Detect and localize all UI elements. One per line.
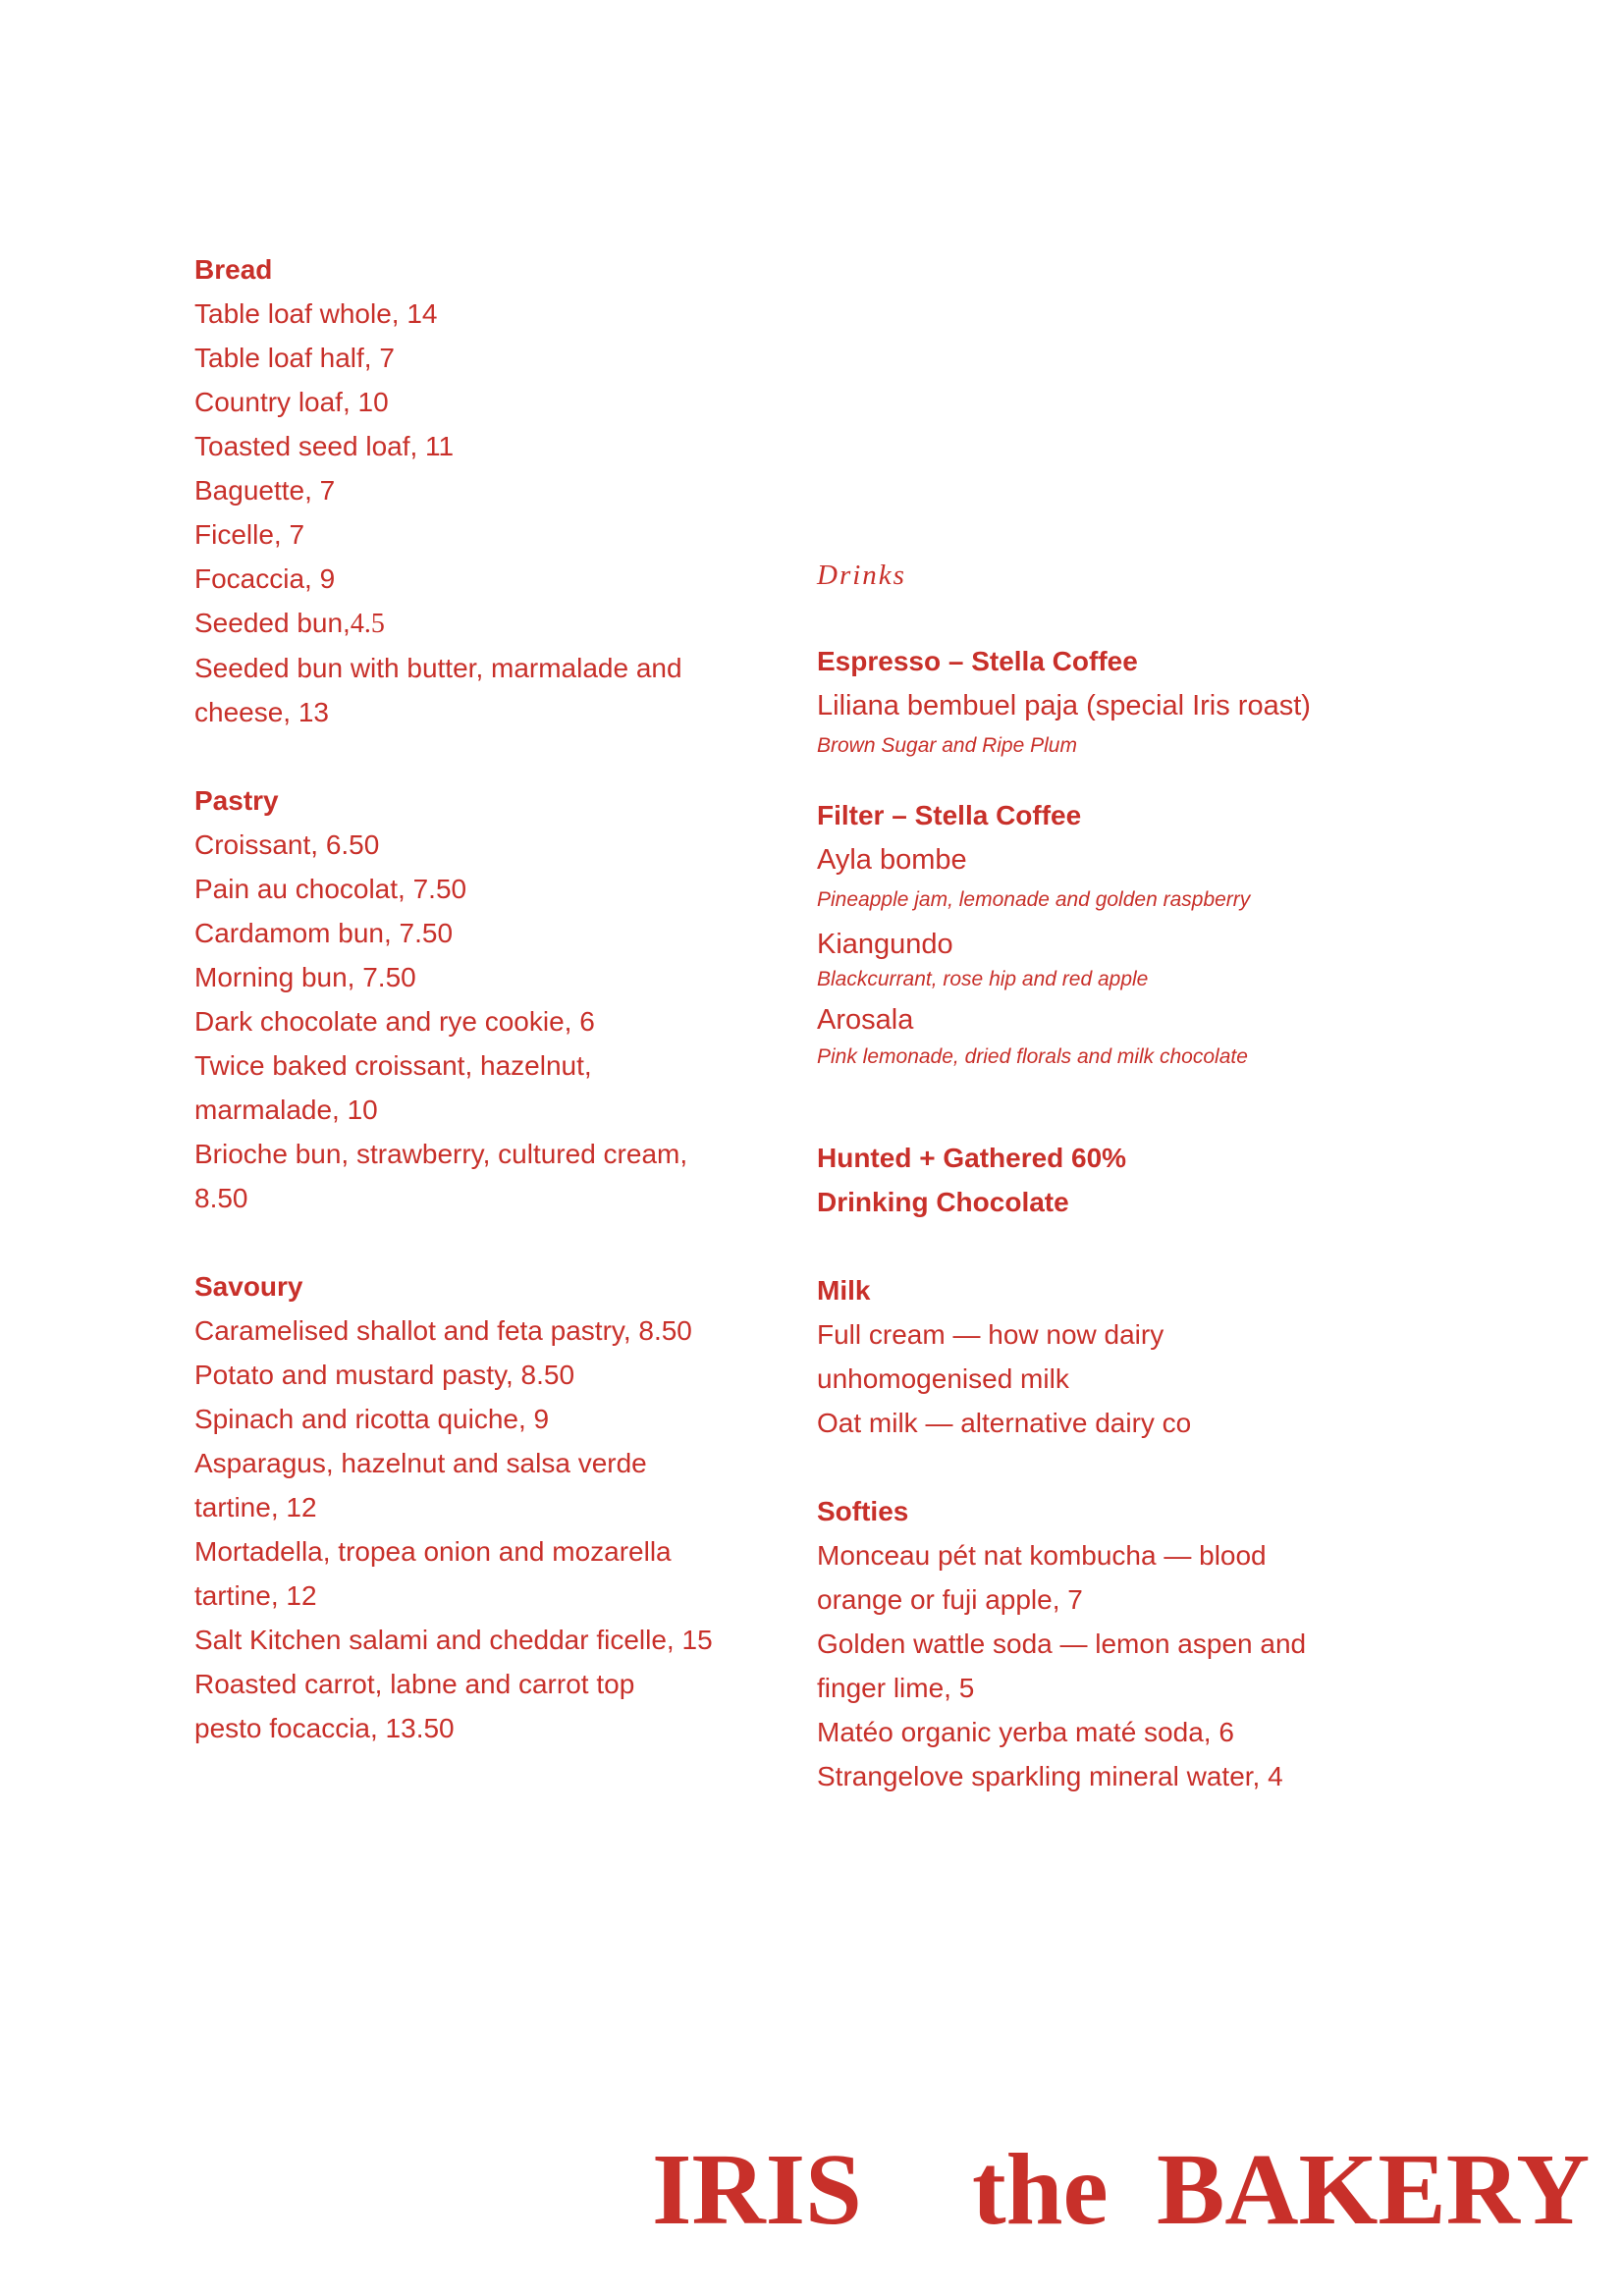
chocolate-section: [817, 1136, 1445, 1224]
menu-item: 8.50: [194, 1183, 248, 1213]
coffee-item: Arosala: [817, 1004, 914, 1036]
section-heading-chocolate-2: Drinking Chocolate: [817, 1187, 1069, 1217]
savoury-section: [194, 1264, 744, 1750]
section-heading-chocolate: Hunted + Gathered 60%: [817, 1143, 1127, 1173]
section-heading-softies: Softies: [817, 1496, 909, 1526]
menu-item: Twice baked croissant, hazelnut,: [194, 1050, 592, 1081]
tasting-note: Pineapple jam, lemonade and golden raspberry: [817, 888, 1251, 911]
coffee-item: Ayla bombe: [817, 844, 967, 876]
menu-item: Roasted carrot, labne and carrot top: [194, 1669, 635, 1699]
logo-word-iris: IRIS: [652, 2133, 862, 2246]
menu-item: tartine, 12: [194, 1492, 317, 1522]
coffee-item: Kiangundo: [817, 929, 953, 960]
menu-item-price: 4.5: [350, 609, 385, 639]
section-heading-bread: Bread: [194, 254, 273, 285]
menu-item: Cardamom bun, 7.50: [194, 918, 454, 948]
menu-item: tartine, 12: [194, 1580, 317, 1611]
menu-item: Table loaf half, 7: [194, 343, 395, 373]
menu-item: marmalade, 10: [194, 1095, 378, 1125]
section-heading-milk: Milk: [817, 1275, 871, 1306]
menu-item-name: Seeded bun,: [194, 608, 351, 638]
menu-item: Full cream — how now dairy: [817, 1319, 1164, 1350]
section-heading-espresso: Espresso – Stella Coffee: [817, 646, 1138, 676]
menu-item: Country loaf, 10: [194, 387, 389, 417]
menu-item: Strangelove sparkling mineral water, 4: [817, 1761, 1283, 1791]
drinks-menu-column: [817, 554, 1445, 1798]
menu-item: Golden wattle soda — lemon aspen and: [817, 1629, 1307, 1659]
menu-item: Potato and mustard pasty, 8.50: [194, 1360, 575, 1390]
menu-item: Ficelle, 7: [194, 519, 305, 550]
milk-section: [817, 1268, 1445, 1445]
bread-section: [194, 247, 744, 734]
menu-item: pesto focaccia, 13.50: [194, 1713, 455, 1743]
menu-item: unhomogenised milk: [817, 1363, 1069, 1394]
menu-item: Caramelised shallot and feta pastry, 8.50: [194, 1315, 692, 1346]
menu-item: Croissant, 6.50: [194, 829, 380, 860]
menu-item: Brioche bun, strawberry, cultured cream,: [194, 1139, 688, 1169]
logo-word-the: the: [972, 2133, 1109, 2246]
menu-item: Baguette, 7: [194, 475, 336, 506]
pastry-section: [194, 778, 744, 1220]
softies-section: [817, 1489, 1445, 1798]
menu-item: Table loaf whole, 14: [194, 298, 438, 329]
food-menu-column: [194, 247, 744, 1750]
menu-item: Asparagus, hazelnut and salsa verde: [194, 1448, 647, 1478]
menu-item-seeded-bun: [194, 601, 744, 646]
menu-item: Monceau pét nat kombucha — blood: [817, 1540, 1267, 1571]
menu-item: cheese, 13: [194, 697, 329, 727]
coffee-item: Liliana bembuel paja (special Iris roast): [817, 690, 1311, 721]
section-heading-savoury: Savoury: [194, 1271, 303, 1302]
tasting-note: Blackcurrant, rose hip and red apple: [817, 968, 1149, 990]
section-heading-filter: Filter – Stella Coffee: [817, 800, 1082, 830]
logo-word-bakery: BAKERY: [1157, 2133, 1591, 2246]
menu-item: Toasted seed loaf, 11: [194, 431, 455, 461]
tasting-note: Brown Sugar and Ripe Plum: [817, 734, 1077, 757]
menu-item: finger lime, 5: [817, 1673, 975, 1703]
filter-section: [817, 793, 1445, 1069]
drinks-title: Drinks: [817, 560, 906, 591]
menu-item: Matéo organic yerba maté soda, 6: [817, 1717, 1234, 1747]
tasting-note: Pink lemonade, dried florals and milk chocolate: [817, 1045, 1248, 1068]
espresso-section: [817, 639, 1445, 764]
menu-item: Focaccia, 9: [194, 563, 336, 594]
menu-item: Spinach and ricotta quiche, 9: [194, 1404, 550, 1434]
menu-item: Pain au chocolat, 7.50: [194, 874, 467, 904]
menu-item: Oat milk — alternative dairy co: [817, 1408, 1192, 1438]
menu-item: Morning bun, 7.50: [194, 962, 416, 992]
section-heading-pastry: Pastry: [194, 785, 279, 816]
menu-item: Salt Kitchen salami and cheddar ficelle, 15: [194, 1625, 713, 1655]
iris-the-bakery-logo: [652, 2133, 1591, 2246]
menu-item: Dark chocolate and rye cookie, 6: [194, 1006, 595, 1037]
menu-item: Seeded bun with butter, marmalade and: [194, 653, 682, 683]
menu-item: Mortadella, tropea onion and mozarella: [194, 1536, 672, 1567]
menu-item: orange or fuji apple, 7: [817, 1584, 1083, 1615]
